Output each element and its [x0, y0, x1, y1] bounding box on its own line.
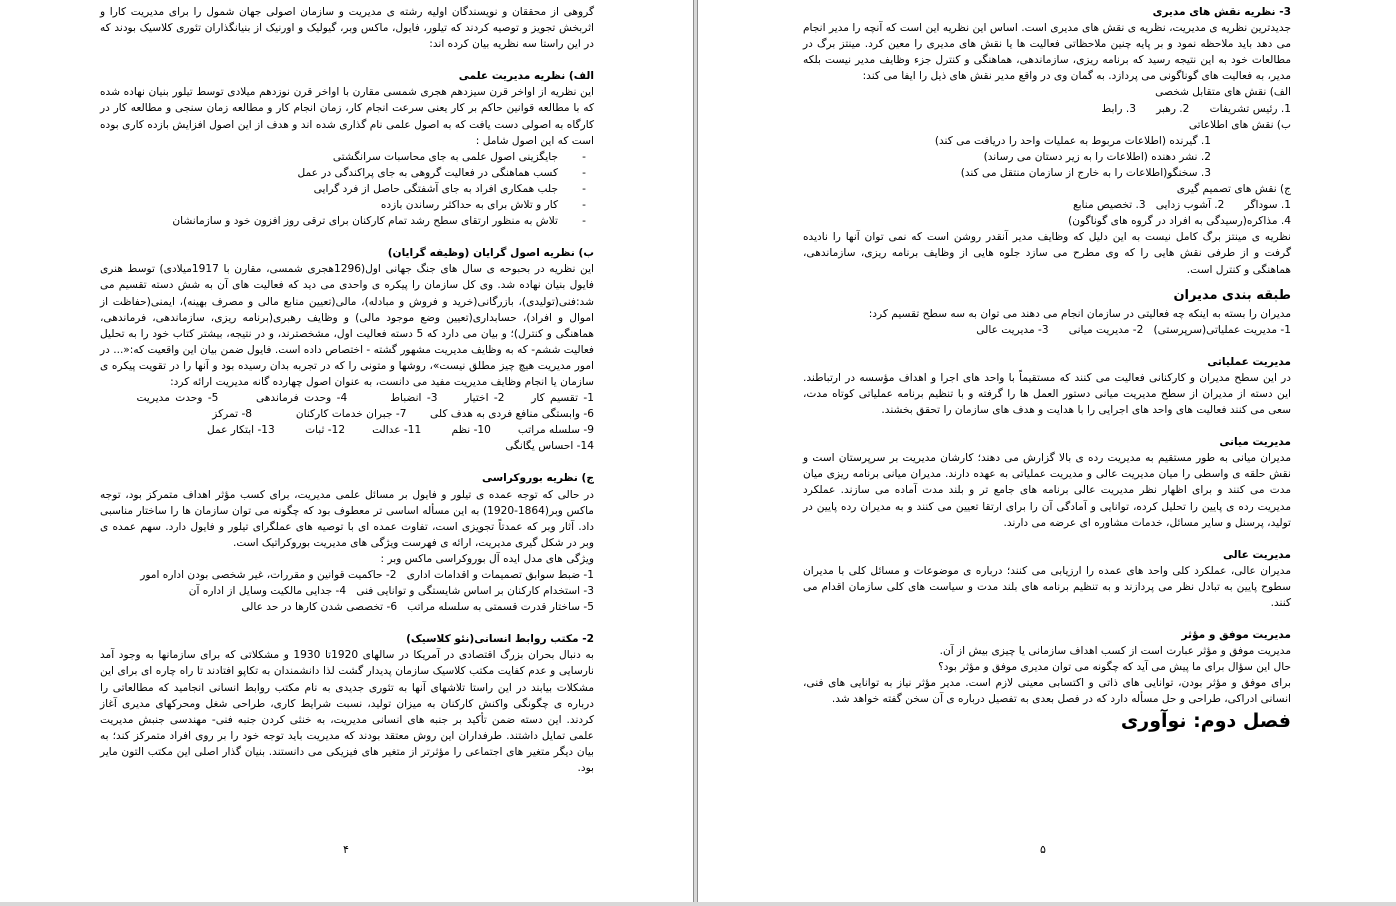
- principle: 10- نظم: [451, 424, 491, 437]
- paragraph-middle-management: مدیران میانی به طور مستقیم به مدیریت رده ی بالا گزارش می دهند؛ کارشان مدیریت بر سرپرستان است و نقش حلقه ی واسطی را میان مدیریت عالی و مدیریت عملیاتی به عهده دارند. مدیران میانی برنامه ریزی میان مدت می کنند و برای اظهار نظر مدیریت عالی برنامه های جامع تر و بلند مدت آماده می سازند. عملکرد مدیریت رده ی پایین را تحلیل کرده، توانایی و آمادگی آن را برای ارتقا تعیین می کنند و به مدیران رده پایین در تولید، پرسنل و سایر مسائل، خدمات مشاوره ای عرضه می دارند.: [803, 452, 1291, 529]
- page-4-text: [100, 4, 594, 776]
- bureaucracy-feature-line: 3- استخدام کارکنان بر اساس شایستگی و توانایی فنی 4- جدایی مالکیت وسایل از اداره آن: [188, 585, 594, 598]
- list-item: 2. نشر دهنده (اطلاعات را به زیر دستان می رساند): [983, 150, 1211, 163]
- heading-top-management: مدیریت عالی: [1222, 548, 1291, 561]
- paragraph-bureaucracy: در حالی که توجه عمده ی تیلور و فایول بر مسائل علمی مدیریت، برای کسب مؤثر اهداف متمرکز بود، توجه ماکس وبر(1864-1920) به این مسأله اساسی تر معطوف بود که چگونه می توان سازمان ها را ساختار مناسبی داد. آثار وبر که عمدتاً تجویزی است، تفاوت عمده ای با توصیه های عملگرای تیلور و فایول دارد. سهم عمده ی وبر در شکل گیری مدیریت، ارائه ی فهرست ویژگی های مدیریت بوروکراتیک است.: [100, 488, 594, 549]
- fayol-principles-row: [100, 406, 594, 422]
- principle: 14- احساس یگانگی: [505, 440, 594, 453]
- heading-manager-classification: طبقه بندی مدیران: [1173, 287, 1291, 303]
- principle: 6- وابستگی منافع فردی به هدف کلی: [430, 408, 594, 421]
- principle: 11- عدالت: [372, 424, 422, 437]
- paragraph-operational-management: در این سطح مدیران و کارکنانی فعالیت می کنند که مستقیماً با واحد های اجرا و اهداف مؤسسه در ارتباطند. این دسته از مدیران از سطح مدیریت میانی دستور العمل ها را گرفته و با تنظیم برنامه عملیاتی کوتاه مدت، سعی می کنند فعالیت های واحد های اجرایی را با هدایت و هدف های سازمان را تحقق بخشند.: [803, 371, 1291, 417]
- fayol-principles-row: [100, 422, 594, 438]
- paragraph-human-relations: به دنبال بحران بزرگ اقتصادی در آمریکا در سالهای 1920تا 1930 و مشکلاتی که برای سازمانها به وجود آمد نارسایی و عدم کفایت مکتب کلاسیک سازمان پدیدار گشت لذا دانشمندان به تکاپو افتادند تا راه چاره ای برای این مشکلات بیابند در این راستا تلاشهای آنها به تئوری جدیدی به نام مکتب روابط انسانی انجامید که مطالعاتی را درباره ی چگونگی واکنش کارکنان به میزان تولید، نسبت شرایط کاری، طراحی شغل ومحرکهای مدیری آغاز کردند. این دسته ضمن تأکید بر جنبه های انسانی مدیریت، به خنثی کردن جنبه فنی- مهندسی جنبش مدیریت علمی تمایل داشتند. طرفداران این روش معتقد بودند که مدیریت باید توجه خود را بر روی افراد متمرکز کند؛ به بیان دیگر متغیر های اجتماعی را مؤثرتر از متغیر های فیزیکی می دانستند. بنیان گذار اصلی این مکتب التون مایر بود.: [100, 649, 594, 775]
- list-item: - جایگزینی اصول علمی به جای محاسبات سرانگشتی: [100, 149, 594, 165]
- principles-list: [100, 149, 594, 229]
- principle: 4- وحدت فرماندهی: [255, 392, 348, 405]
- page-number: ۴: [343, 843, 349, 856]
- principle: 5- وحدت مدیریت: [136, 392, 219, 405]
- page-4: [0, 0, 694, 906]
- page-5-text: [803, 4, 1291, 734]
- list-item: 3. سخنگو(اطلاعات را به خارج از سازمان منتقل می کند): [960, 166, 1211, 179]
- heading-middle-management: مدیریت میانی: [1219, 436, 1291, 449]
- principle: 8- تمرکز: [212, 408, 253, 421]
- paragraph-effective-question: حال این سؤال برای ما پیش می آید که چگونه می توان مدیری موفق و مؤثر بود؟: [938, 661, 1291, 674]
- paragraph-top-management: مدیران عالی، عملکرد کلی واحد های عمده را ارزیابی می کنند؛ درباره ی موضوعات و مسائل کلی با مدیران سطوح پایین به تبادل نظر می پردازند و به تنظیم برنامه های بلند مدت و سیاست های کلی سازمان اقدام می کنند.: [803, 564, 1291, 609]
- principle: 2- اختیار: [464, 392, 505, 405]
- paragraph-manager-classification: مدیران را بسته به اینکه چه فعالیتی در سازمان انجام می دهند می توان به سه سطح تقسیم کرد:: [868, 307, 1291, 320]
- roles-decisional-line: 1. سوداگر 2. آشوب زدایی 3. تخصیص منابع: [1072, 199, 1291, 212]
- principle: 7- جبران خدمات کارکنان: [295, 408, 407, 421]
- fayol-principles-row: [100, 438, 594, 454]
- chapter-title: فصل دوم: نوآوری: [1120, 709, 1291, 732]
- heading-scientific-management: الف) نظریه مدیریت علمی: [458, 70, 594, 83]
- list-item: - تلاش به منظور ارتقای سطح رشد تمام کارکنان برای ترقی روز افزون خود و سازمانشان: [100, 213, 594, 229]
- fayol-principles-row: [100, 390, 594, 406]
- heading-bureaucracy: ج) نظریه بوروکراسی: [482, 472, 594, 485]
- roles-informational-title: ب) نقش های اطلاعاتی: [1188, 118, 1291, 131]
- page-5: [697, 0, 1396, 906]
- principle: 3- انضباط: [390, 392, 438, 405]
- paragraph-administrative-theory: این نظریه در بحبوحه ی سال های جنگ جهانی اول(1296هجری شمسی، مقارن با 1917میلادی) توسط هنری فایول بنیان نهاده شد. وی کل سازمان را پیکره ی واحدی می دید که فعالیت های آن به شش دسته تقسیم می شد:فنی(تولیدی)، بازرگانی(خرید و فروش و مبادله)، مالی(تعیین منابع مالی و مصرف بهینه)، ایمنی(حفاظت از اموال و افراد)، حسابداری(تعیین وضع موجود مالی) و وظایف رهبری(برنامه ریزی، سازماندهی، فرماندهی، هماهنگی و کنترل)؛ و بیان می دارد که 5 دسته فعالیت اول، مشخصترند، و در نتیجه، بیشتر کتاب خود را به تحلیل فعالیت ششم- که به وظایف مدیریت مشهور گشته - اختصاص داده است. فایول ضمن بیان این واقعیت که:«... در امور مدیریت هیچ چیز مطلق نیست»، روشها و متونی را که در تجربه بدان رسیده بود و آنها را در تقویت پیکره ی سازمان یا انجام وظایف مدیریت مفید می دانست، به عنوان اصول چهارده گانه مدیریت ارائه کرد:: [100, 263, 594, 388]
- paragraph-scientific-management: این نظریه از اواخر قرن سیزدهم هجری شمسی مقارن با اواخر قرن نوزدهم میلادی توسط تیلور بنیان نهاده شده که با مطالعه قوانین حاکم بر کار یعنی سرعت انجام کار، زمان انجام کار و مطالعه زمان سنجی و مطالعه کار در کارگاه به اصولی دست یافت که به اصول علمی نام گذاری شده اند و هدف از این اصول افزایش بازده کاری بوده است که این اصول شامل :: [100, 86, 594, 147]
- list-item: - کسب هماهنگی در فعالیت گروهی به جای پراکندگی در عمل: [100, 165, 594, 181]
- list-item: 1. گیرنده (اطلاعات مربوط به عملیات واحد را دریافت می کند): [934, 134, 1211, 147]
- principle: 12- ثبات: [305, 424, 346, 437]
- list-item: - کار و تلاش برای به حداکثر رساندن بازده: [100, 197, 594, 213]
- paragraph-effective-management: مدیریت موفق و مؤثر عبارت است از کسب اهداف سازمانی یا چیزی بیش از آن.: [939, 645, 1291, 658]
- bureaucracy-feature-line: 1- ضبط سوابق تصمیمات و اقدامات اداری 2- حاکمیت قوانین و مقررات، غیر شخصی بودن اداره امور: [140, 569, 594, 581]
- heading-administrative-theory: ب) نظریه اصول گرایان (وظیفه گرایان): [387, 247, 594, 260]
- page-number: ۵: [1040, 843, 1046, 856]
- paragraph-mintzberg-critique: نظریه ی مینتز برگ کامل نیست به این دلیل که وظایف مدیر آنقدر روشن است که نمی توان آنها را نادیده گرفت و از طرفی نقش هایی را که وی مطرح می سازد جلوه هایی از وظایف برنامه ریزی، سازماندهی، هماهنگی و کنترل است.: [803, 231, 1291, 276]
- page-bottom-edge: [0, 902, 1396, 906]
- intro-paragraph: گروهی از محققان و نویسندگان اولیه رشته ی مدیریت و سازمان اصولی جهان شمول را برای مدیریت کارا و اثربخش تجویز و توصیه کردند که تیلور، فایول، ماکس وبر، گیولیک و اورنیک از بنیانگذاران تئوری کلاسیک بودند که در این راستا سه نظریه بیان کرده اند:: [100, 6, 594, 51]
- heading-operational-management: مدیریت عملیاتی: [1207, 355, 1291, 368]
- list-item: 4. مذاکره(رسیدگی به افراد در گروه های گوناگون): [1068, 215, 1291, 228]
- heading-effective-management: مدیریت موفق و مؤثر: [1181, 629, 1291, 642]
- roles-interpersonal-line: 1. رئیس تشریفات 2. رهبر 3. رابط: [1101, 102, 1291, 115]
- principle: 13- ابتکار عمل: [206, 424, 275, 437]
- classification-levels-line: 1- مدیریت عملیاتی(سرپرستی) 2- مدیریت میانی 3- مدیریت عالی: [976, 323, 1291, 336]
- principle: 1- تقسیم کار: [531, 392, 594, 405]
- principle: 9- سلسله مراتب: [517, 424, 594, 437]
- heading-human-relations: 2- مکتب روابط انسانی(نئو کلاسیک): [406, 633, 594, 646]
- bureaucracy-list-intro: ویژگی های مدل ایده آل بوروکراسی ماکس وبر :: [380, 552, 594, 565]
- paragraph-managerial-roles: جدیدترین نظریه ی مدیریت، نظریه ی نقش های مدیری است. اساس این نظریه این است که آنچه را مدیر انجام می دهد باید ملاحظه نمود و بر پایه چنین ملاحظاتی فعالیت ها یا نقش های مدیری را معین کرد. مینتز برگ در مطالعات خود به این نتیجه رسید که برنامه ریزی، سازماندهی، هماهنگی و کنترل جزء وظایف مدیر نیست بلکه مدیر، به فعالیت های گوناگونی می پردازد. به گمان وی در واقع مدیر نقش های ذیل را ایفا می کند:: [803, 22, 1291, 83]
- bureaucracy-feature-line: 5- ساختار قدرت قسمتی به سلسله مراتب 6- تخصصی شدن کارها در حد عالی: [241, 601, 594, 614]
- roles-decisional-title: ج) نقش های تصمیم گیری: [1176, 183, 1291, 196]
- list-item: - جلب همکاری افراد به جای آشفتگی حاصل از فرد گرایی: [100, 181, 594, 197]
- heading-managerial-roles: 3- نظریه نقش های مدیری: [1152, 6, 1291, 18]
- paragraph-effective-skills: برای موفق و مؤثر بودن، توانایی های ذاتی و اکتسابی معینی لازم است. مدیر مؤثر نیاز به توانایی های فنی، انسانی ادراکی، طراحی و حل مسأله دارد که در فصل بعدی به تفصیل درباره ی آن سخن گفته خواهد شد.: [803, 677, 1291, 706]
- roles-interpersonal-title: الف) نقش های متقابل شخصی: [1155, 86, 1291, 99]
